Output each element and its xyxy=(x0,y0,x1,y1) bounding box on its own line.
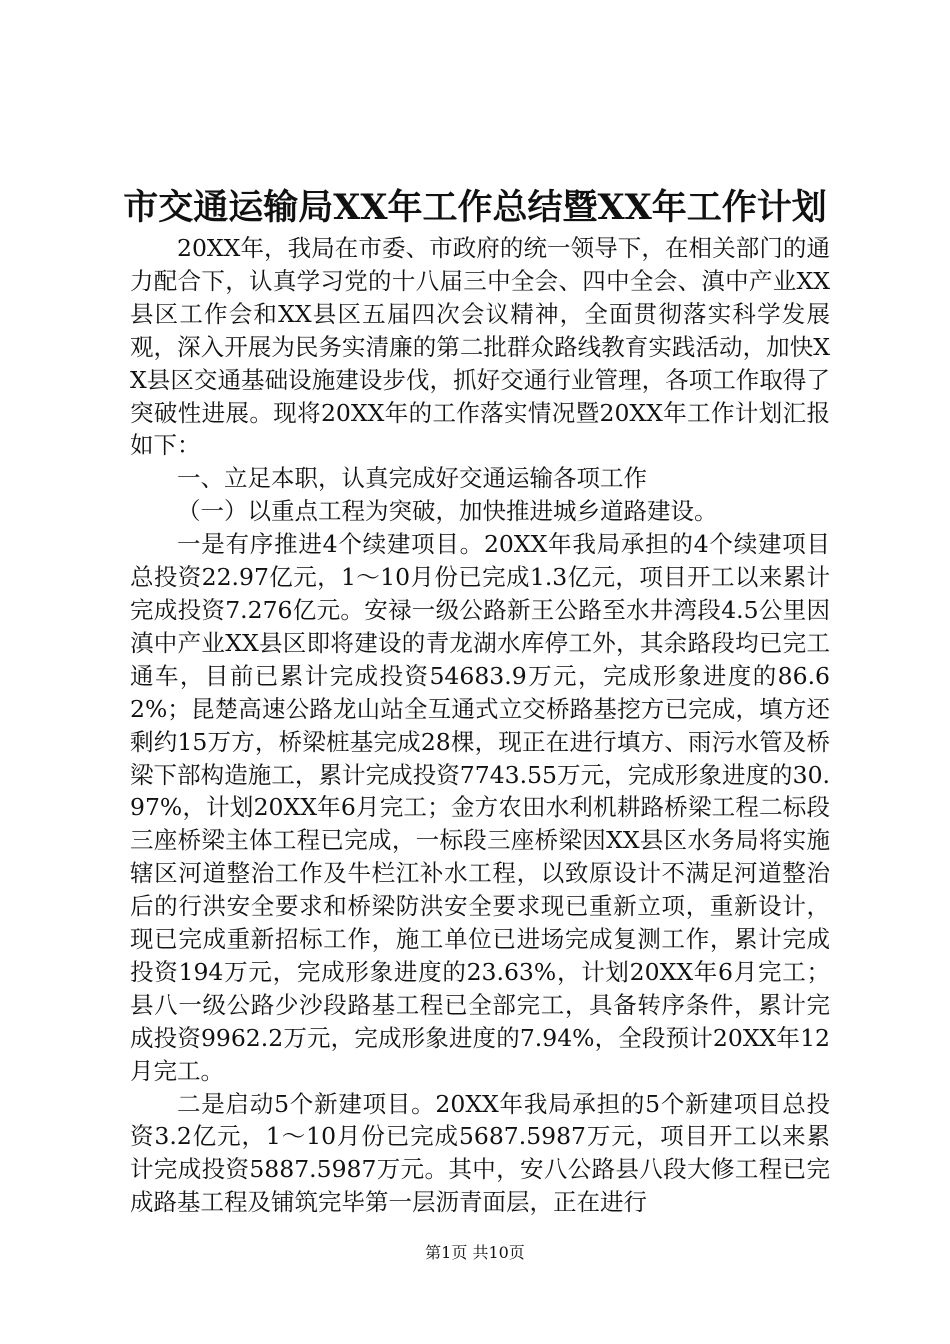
paragraph-new-projects: 二是启动5个新建项目。20XX年我局承担的5个新建项目总投资3.2亿元，1～10月份已完成5687.5987万元，项目开工以来累计完成投资5887.5987万元。其中，安八公路县八段大修工程已完成路基工程及铺筑完毕第一层沥青面层，正在进行 xyxy=(130,1089,830,1217)
document-title: 市交通运输局XX年工作总结暨XX年工作计划 xyxy=(123,187,827,228)
paragraph-continuing-projects: 一是有序推进4个续建项目。20XX年我局承担的4个续建项目总投资22.97亿元，1～10月份已完成1.3亿元，项目开工以来累计完成投资7.276亿元。安禄一级公路新王公路至水井湾段4.5公里因滇中产业XX县区即将建设的青龙湖水库停工外，其余路段均已完工通车，目前已累计完成投资54683.9万元，完成形象进度的86.62%；昆楚高速公路龙山站全互通式立交桥路基挖方已完成，填方还剩约15万方，桥梁桩基完成28棵，现正在进行填方、雨污水管及桥梁下部构造施工，累计完成投资7743.55万元，完成形象进度的30.97%，计划20XX年6月完工；金方农田水利机耕路桥梁工程二标段三座桥梁主体工程已完成，一标段三座桥梁因XX县区水务局将实施辖区河道整治工作及牛栏江补水工程，以致原设计不满足河道整治后的行洪安全要求和桥梁防洪安全要求现已重新立项，重新设计，现已完成重新招标工作，施工单位已进场完成复测工作，累计完成投资194万元，完成形象进度的23.63%，计划20XX年6月完工；县八一级公路少沙段路基工程已全部完工，具备转序条件，累计完成投资9962.2万元，完成形象进度的7.94%，全段预计20XX年12月完工。 xyxy=(130,530,830,1085)
subsection-heading: （一）以重点工程为突破，加快推进城乡道路建设。 xyxy=(177,497,718,526)
document-body xyxy=(130,232,830,1219)
paragraph-intro: 20XX年，我局在市委、市政府的统一领导下，在相关部门的通力配合下，认真学习党的十八届三中全会、四中全会、滇中产业XX县区工作会和XX县区五届四次会议精神，全面贯彻落实科学发展观，深入开展为民务实清廉的第二批群众路线教育实践活动，加快XX县区交通基础设施建设步伐，抓好交通行业管理，各项工作取得了突破性进展。现将20XX年的工作落实情况暨20XX年工作计划汇报如下： xyxy=(130,234,830,460)
page-footer: 第1页 共10页 xyxy=(425,1243,525,1262)
section-heading: 一、立足本职，认真完成好交通运输各项工作 xyxy=(177,464,647,493)
